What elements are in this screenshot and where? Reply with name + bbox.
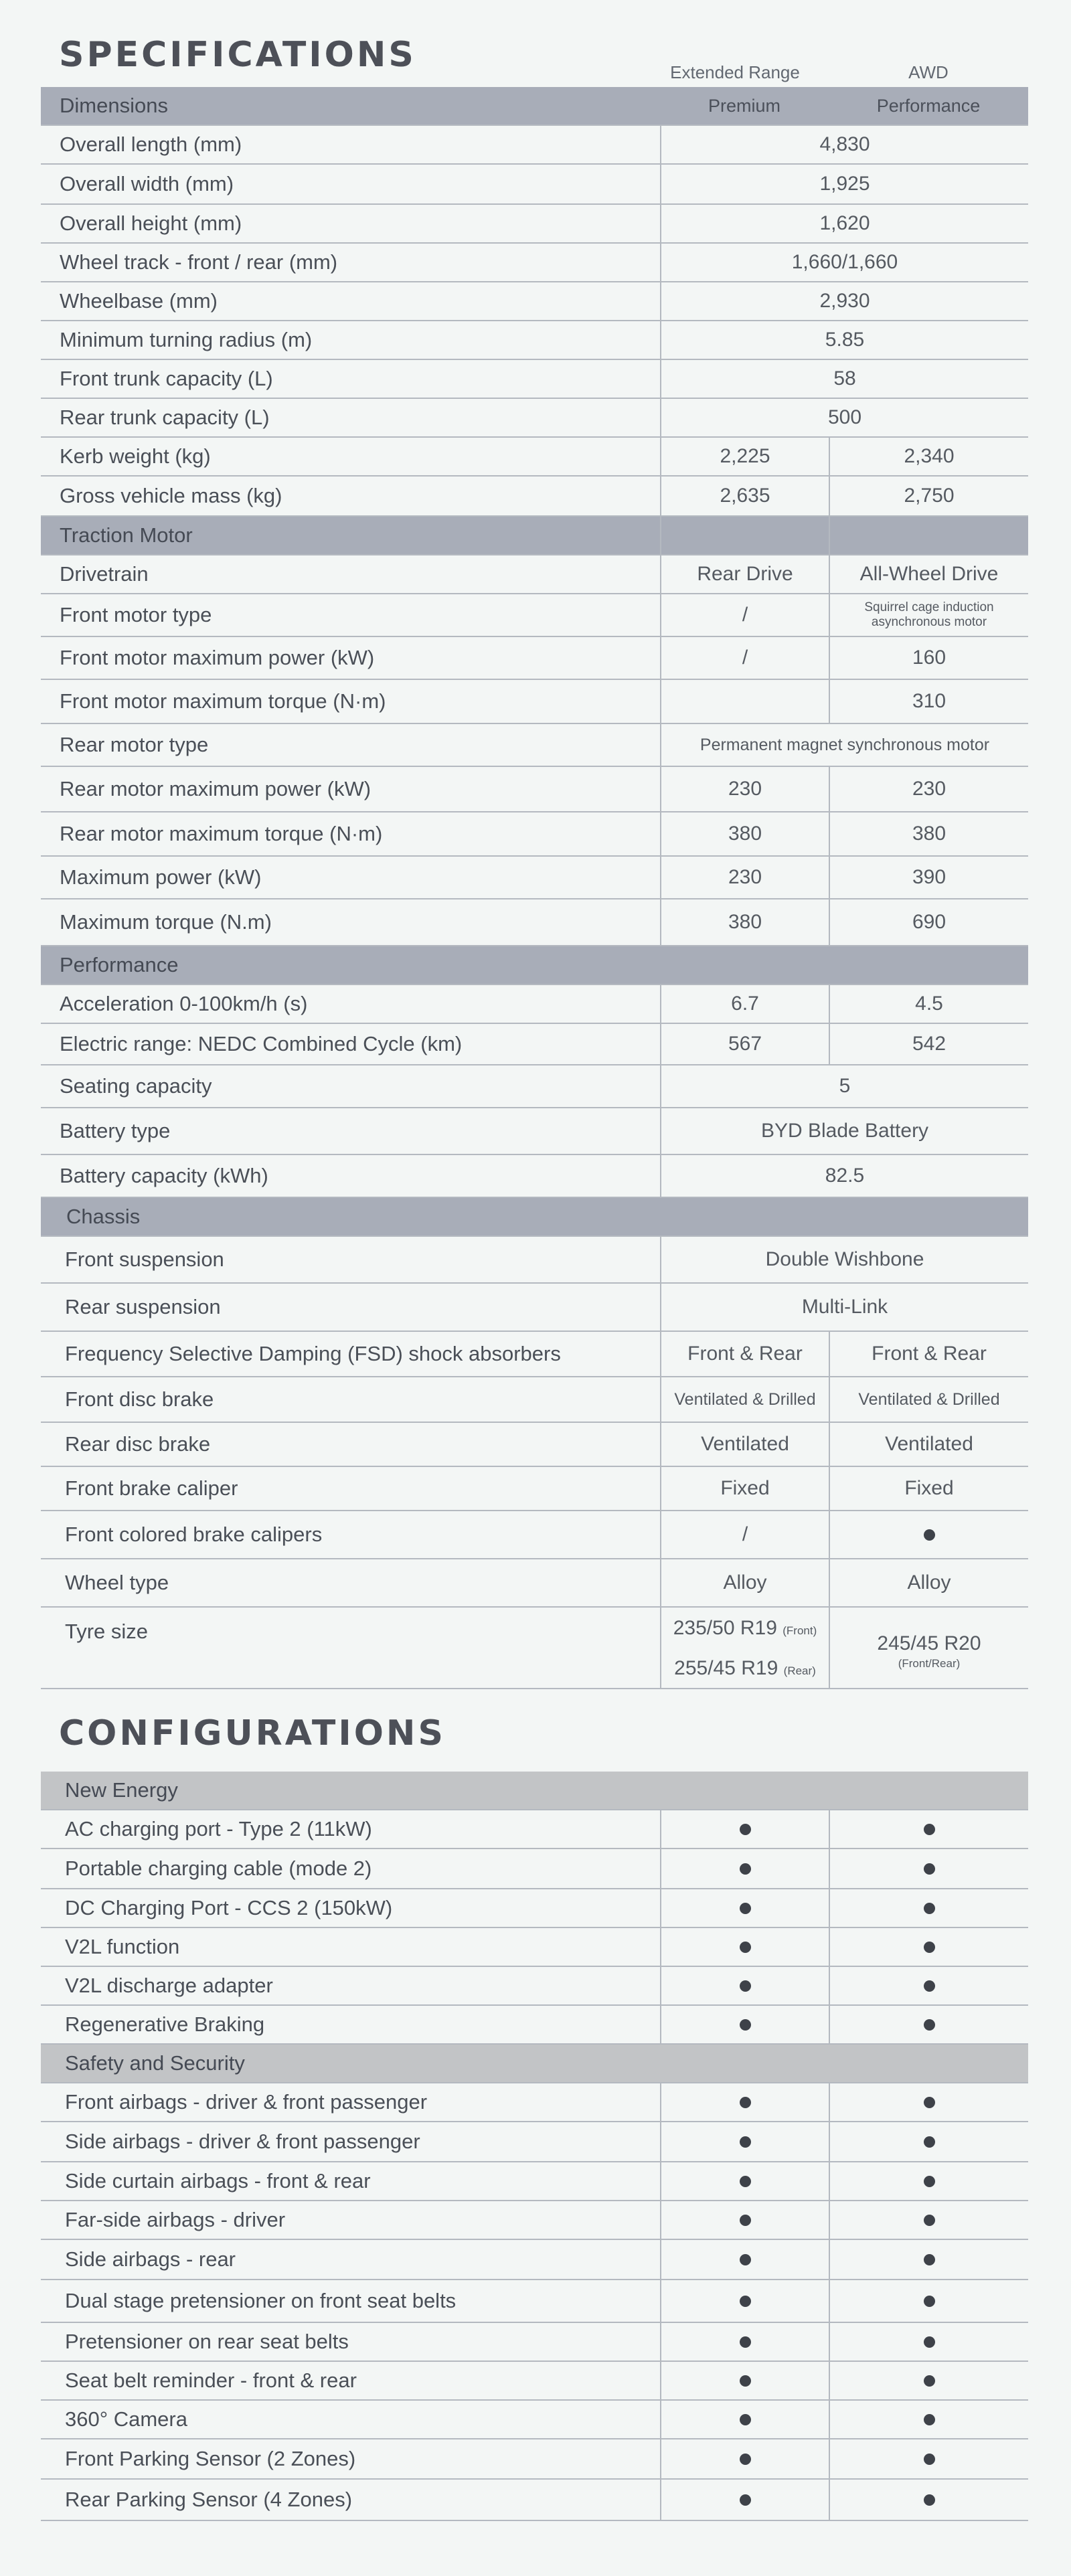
table-row — [41, 1928, 1028, 1967]
row-label: Front trunk capacity (L) — [60, 367, 273, 390]
row-label: Tyre size — [65, 1620, 149, 1643]
row-value-performance: 690 — [829, 899, 1028, 945]
table-row — [41, 767, 1028, 812]
row-label: Seating capacity — [60, 1074, 212, 1098]
included-bullet-icon — [924, 1980, 935, 1992]
row-label: Seat belt reminder - front & rear — [65, 2369, 357, 2392]
row-label: Front airbags - driver & front passenger — [65, 2090, 428, 2114]
row-value: 1,620 — [660, 205, 1028, 242]
row-value: 82.5 — [660, 1155, 1028, 1197]
row-value-premium — [660, 2362, 829, 2399]
table-row — [41, 2280, 1028, 2323]
row-label: Drivetrain — [60, 562, 149, 586]
table-row — [41, 1559, 1028, 1608]
row-value-performance: Ventilated — [829, 1423, 1028, 1466]
section-header-new-energy — [41, 1772, 1028, 1810]
row-label: Overall length (mm) — [60, 133, 242, 156]
row-value-premium — [660, 2201, 829, 2239]
table-row — [41, 360, 1028, 399]
table-row — [41, 1237, 1028, 1284]
row-value-performance — [829, 2083, 1028, 2121]
row-value-performance — [829, 2362, 1028, 2399]
section-title: Safety and Security — [65, 2051, 245, 2075]
included-bullet-icon — [924, 2097, 935, 2108]
row-value-premium: / — [660, 1511, 829, 1558]
row-label: Kerb weight (kg) — [60, 444, 211, 468]
included-bullet-icon — [740, 1980, 751, 1992]
row-label: DC Charging Port - CCS 2 (150kW) — [65, 1896, 393, 1919]
row-value: 500 — [660, 399, 1028, 436]
row-value-premium — [660, 2240, 829, 2279]
section-header-dimensions — [41, 87, 1028, 126]
row-value-premium — [660, 2401, 829, 2438]
row-value: Double Wishbone — [660, 1237, 1028, 1282]
tyre-rear-note: (Rear) — [783, 1664, 816, 1677]
row-label: Front motor type — [60, 603, 212, 626]
row-label: Overall width (mm) — [60, 172, 234, 195]
row-value-premium — [660, 2122, 829, 2161]
row-value-performance — [829, 1928, 1028, 1966]
tyre-rear — [674, 1650, 816, 1690]
included-bullet-icon — [740, 2336, 751, 2348]
table-row-tyre-size — [41, 1608, 1028, 1689]
row-value-premium: Rear Drive — [660, 555, 829, 593]
row-value-performance — [829, 2323, 1028, 2360]
included-bullet-icon — [924, 2176, 935, 2187]
row-value-performance — [829, 2439, 1028, 2478]
row-label: Rear motor maximum torque (N·m) — [60, 822, 383, 845]
row-value-performance — [829, 2162, 1028, 2200]
row-value-premium — [660, 2162, 829, 2200]
row-value-performance — [829, 2201, 1028, 2239]
table-row — [41, 2362, 1028, 2401]
row-value-performance: Ventilated & Drilled — [829, 1377, 1028, 1422]
table-row — [41, 1511, 1028, 1559]
row-label: Portable charging cable (mode 2) — [65, 1857, 372, 1880]
included-bullet-icon — [740, 1942, 751, 1953]
row-value-premium: Ventilated — [660, 1423, 829, 1466]
row-value: 2,930 — [660, 282, 1028, 320]
row-label: V2L discharge adapter — [65, 1974, 273, 1997]
row-label: Wheel track - front / rear (mm) — [60, 250, 338, 274]
row-label: Front motor maximum torque (N·m) — [60, 689, 386, 713]
row-value-performance — [829, 2280, 1028, 2322]
row-value-performance — [829, 2240, 1028, 2279]
table-row — [41, 165, 1028, 205]
table-row — [41, 2083, 1028, 2122]
row-value-premium: Fixed — [660, 1467, 829, 1510]
table-row — [41, 2201, 1028, 2240]
row-label: Far-side airbags - driver — [65, 2208, 286, 2231]
table-row — [41, 680, 1028, 724]
col-premium: Premium — [708, 95, 780, 116]
row-label: Minimum turning radius (m) — [60, 328, 313, 351]
included-bullet-icon — [924, 2414, 935, 2425]
table-row — [41, 555, 1028, 594]
table-row — [41, 438, 1028, 477]
row-label: Rear Parking Sensor (4 Zones) — [65, 2488, 353, 2511]
row-value-performance — [829, 1608, 1028, 1688]
table-row — [41, 1467, 1028, 1511]
table-row — [41, 244, 1028, 282]
row-value-premium — [660, 2006, 829, 2043]
row-label: Electric range: NEDC Combined Cycle (km) — [60, 1032, 463, 1055]
row-label: Side airbags - driver & front passenger — [65, 2130, 420, 2153]
table-row — [41, 126, 1028, 165]
included-bullet-icon — [924, 2019, 935, 2031]
included-bullet-icon — [740, 2296, 751, 2307]
section-title: Dimensions — [60, 94, 168, 117]
table-row — [41, 899, 1028, 946]
table-row — [41, 1967, 1028, 2006]
row-value-performance: 2,750 — [829, 477, 1028, 515]
row-value-performance: 230 — [829, 767, 1028, 811]
row-label: Front suspension — [65, 1248, 224, 1271]
table-row — [41, 857, 1028, 899]
row-value-premium — [660, 1849, 829, 1888]
row-value: 58 — [660, 360, 1028, 398]
row-value-premium — [660, 1810, 829, 1848]
row-label: Dual stage pretensioner on front seat belts — [65, 2289, 457, 2312]
table-row — [41, 399, 1028, 438]
table-row — [41, 1065, 1028, 1108]
row-value-performance — [829, 1889, 1028, 1927]
row-value-performance — [829, 2480, 1028, 2520]
section-title: New Energy — [65, 1778, 178, 1802]
table-row — [41, 1810, 1028, 1849]
table-row — [41, 2122, 1028, 2162]
configurations-table — [41, 1772, 1028, 2521]
tyre-front-size: 235/50 R19 — [673, 1617, 777, 1639]
table-row — [41, 594, 1028, 637]
row-value-performance: 542 — [829, 1024, 1028, 1064]
table-row — [41, 1332, 1028, 1377]
section-header-safety-security — [41, 2045, 1028, 2083]
row-value-performance — [829, 2401, 1028, 2438]
tyre-front — [673, 1610, 817, 1650]
included-bullet-icon — [924, 2336, 935, 2348]
included-bullet-icon — [924, 1863, 935, 1875]
row-value: 1,925 — [660, 165, 1028, 203]
row-value-performance: 380 — [829, 812, 1028, 855]
included-bullet-icon — [740, 2136, 751, 2148]
table-row — [41, 2401, 1028, 2439]
row-label: Gross vehicle mass (kg) — [60, 484, 282, 507]
row-value-performance: Squirrel cage induction asynchronous motor — [829, 594, 1028, 636]
tyre-size: 245/45 R20 — [877, 1632, 981, 1654]
table-row — [41, 2480, 1028, 2521]
included-bullet-icon — [740, 2454, 751, 2465]
table-row — [41, 282, 1028, 321]
row-value-premium — [660, 1967, 829, 2004]
row-label: Front Parking Sensor (2 Zones) — [65, 2447, 356, 2470]
row-value-premium: Ventilated & Drilled — [660, 1377, 829, 1422]
included-bullet-icon — [740, 1903, 751, 1914]
included-bullet-icon — [924, 2375, 935, 2387]
table-row — [41, 205, 1028, 244]
row-label: Wheelbase (mm) — [60, 289, 218, 313]
row-label: Rear suspension — [65, 1295, 221, 1318]
row-value-premium: Front & Rear — [660, 1332, 829, 1376]
table-row — [41, 985, 1028, 1024]
row-value-performance: 4.5 — [829, 985, 1028, 1023]
row-value-premium — [660, 2480, 829, 2520]
row-value-performance: Alloy — [829, 1559, 1028, 1606]
row-value-performance: Fixed — [829, 1467, 1028, 1510]
specifications-title: SPECIFICATIONS — [59, 35, 416, 75]
included-bullet-icon — [924, 2296, 935, 2307]
row-value-premium — [660, 1889, 829, 1927]
row-label: AC charging port - Type 2 (11kW) — [65, 1817, 372, 1840]
row-value-premium — [660, 680, 829, 723]
section-header-traction-motor — [41, 517, 1028, 555]
row-label: Wheel type — [65, 1571, 169, 1594]
included-bullet-icon — [924, 2254, 935, 2265]
row-value-premium — [660, 2083, 829, 2121]
row-label: Battery capacity (kWh) — [60, 1164, 268, 1187]
row-label: Front disc brake — [65, 1387, 214, 1411]
row-label: Rear motor type — [60, 733, 209, 756]
row-value-premium — [660, 2280, 829, 2322]
table-row — [41, 1155, 1028, 1198]
section-divider — [660, 517, 829, 554]
row-value: 1,660/1,660 — [660, 244, 1028, 281]
row-value-premium: / — [660, 637, 829, 679]
row-value-performance: 390 — [829, 857, 1028, 898]
row-label: Overall height (mm) — [60, 211, 242, 235]
table-row — [41, 724, 1028, 767]
row-value: 5 — [660, 1065, 1028, 1107]
row-value-performance — [829, 2006, 1028, 2043]
table-row — [41, 2439, 1028, 2480]
row-label: Maximum torque (N.m) — [60, 910, 272, 934]
row-label: Front motor maximum power (kW) — [60, 646, 375, 669]
row-value-premium — [660, 2323, 829, 2360]
row-value-premium — [660, 1928, 829, 1966]
row-label: Front colored brake calipers — [65, 1523, 323, 1546]
row-label: Acceleration 0-100km/h (s) — [60, 992, 308, 1015]
table-row — [41, 1284, 1028, 1332]
included-bullet-icon — [924, 1942, 935, 1953]
row-label: Pretensioner on rear seat belts — [65, 2330, 349, 2353]
included-bullet-icon — [740, 1863, 751, 1875]
included-bullet-icon — [924, 2215, 935, 2226]
included-bullet-icon — [740, 2215, 751, 2226]
row-label: Frequency Selective Damping (FSD) shock absorbers — [65, 1342, 561, 1365]
row-value: 4,830 — [660, 126, 1028, 163]
row-value-performance — [829, 1511, 1028, 1558]
table-row — [41, 812, 1028, 857]
table-row — [41, 321, 1028, 360]
section-header-performance — [41, 946, 1028, 985]
tyre-front-note: (Front) — [782, 1624, 817, 1637]
col-performance: Performance — [876, 95, 981, 116]
row-value-premium: 380 — [660, 899, 829, 945]
row-value-performance: 310 — [829, 680, 1028, 723]
table-row — [41, 2240, 1028, 2280]
row-label: Side airbags - rear — [65, 2247, 236, 2271]
included-bullet-icon — [924, 2454, 935, 2465]
row-value-performance — [829, 2122, 1028, 2161]
section-title: Performance — [60, 953, 179, 976]
included-bullet-icon — [740, 2019, 751, 2031]
row-value-premium — [660, 1608, 829, 1688]
section-title: Chassis — [66, 1205, 141, 1228]
row-value: BYD Blade Battery — [660, 1108, 1028, 1154]
included-bullet-icon — [740, 1824, 751, 1835]
row-value-premium: 230 — [660, 767, 829, 811]
col-head-extended-range: Extended Range — [670, 62, 800, 82]
included-bullet-icon — [924, 1529, 935, 1541]
table-row — [41, 1849, 1028, 1889]
configurations-title: CONFIGURATIONS — [59, 1713, 446, 1753]
row-value-performance: All-Wheel Drive — [829, 555, 1028, 593]
table-row — [41, 637, 1028, 680]
row-value-performance — [829, 1810, 1028, 1848]
row-value-performance: 160 — [829, 637, 1028, 679]
row-label: Regenerative Braking — [65, 2012, 265, 2036]
row-value-premium: Alloy — [660, 1559, 829, 1606]
row-value-performance: 2,340 — [829, 438, 1028, 475]
row-value-premium: 6.7 — [660, 985, 829, 1023]
row-value-premium: 2,635 — [660, 477, 829, 515]
table-row — [41, 1024, 1028, 1065]
row-value-performance — [829, 1967, 1028, 2004]
section-divider — [829, 517, 1028, 554]
table-row — [41, 2323, 1028, 2362]
included-bullet-icon — [924, 2494, 935, 2506]
included-bullet-icon — [924, 1824, 935, 1835]
row-value-performance — [829, 1849, 1028, 1888]
specifications-table — [41, 87, 1028, 1689]
included-bullet-icon — [740, 2375, 751, 2387]
included-bullet-icon — [924, 1903, 935, 1914]
row-value: Permanent magnet synchronous motor — [660, 724, 1028, 766]
row-value-premium: 230 — [660, 857, 829, 898]
row-value: Multi-Link — [660, 1284, 1028, 1330]
row-value-premium: 380 — [660, 812, 829, 855]
row-label: Side curtain airbags - front & rear — [65, 2169, 371, 2193]
row-value-premium: 2,225 — [660, 438, 829, 475]
row-label: Front brake caliper — [65, 1476, 238, 1500]
col-head-awd: AWD — [908, 62, 949, 82]
included-bullet-icon — [740, 2494, 751, 2506]
table-row — [41, 1889, 1028, 1928]
included-bullet-icon — [924, 2136, 935, 2148]
section-header-chassis — [41, 1198, 1028, 1237]
row-label: Rear trunk capacity (L) — [60, 406, 270, 429]
tyre-note: (Front/Rear) — [898, 1657, 961, 1670]
row-value-performance: Front & Rear — [829, 1332, 1028, 1376]
table-row — [41, 2162, 1028, 2201]
row-label: V2L function — [65, 1935, 180, 1958]
included-bullet-icon — [740, 2176, 751, 2187]
row-value: 5.85 — [660, 321, 1028, 359]
row-value-premium — [660, 2439, 829, 2478]
row-label: Maximum power (kW) — [60, 865, 262, 889]
table-row — [41, 1108, 1028, 1155]
table-row — [41, 1377, 1028, 1423]
table-row — [41, 1423, 1028, 1467]
table-row — [41, 477, 1028, 517]
row-value-premium: 567 — [660, 1024, 829, 1064]
included-bullet-icon — [740, 2414, 751, 2425]
row-label: Battery type — [60, 1119, 171, 1142]
tyre-rear-size: 255/45 R19 — [674, 1657, 778, 1679]
row-label: Rear disc brake — [65, 1432, 211, 1456]
table-row — [41, 2006, 1028, 2045]
row-label: 360° Camera — [65, 2407, 187, 2431]
included-bullet-icon — [740, 2097, 751, 2108]
section-title: Traction Motor — [60, 523, 193, 547]
row-value-premium: / — [660, 594, 829, 636]
included-bullet-icon — [740, 2254, 751, 2265]
row-label: Rear motor maximum power (kW) — [60, 777, 372, 800]
